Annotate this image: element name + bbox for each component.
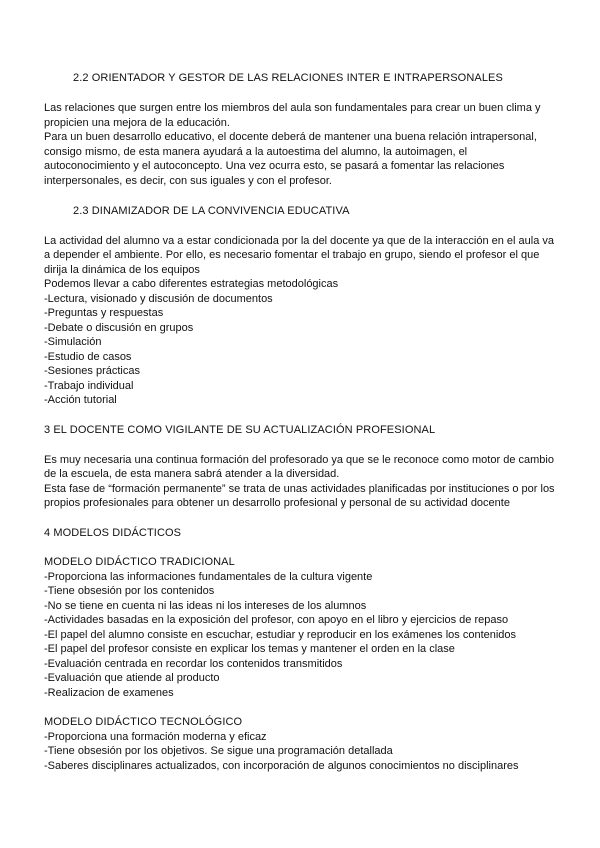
list-item: -Realizacion de examenes: [44, 687, 174, 699]
list-item: -El papel del profesor consiste en explicar los temas y mantener el orden en la clase: [44, 643, 455, 655]
section-3-line: de la escuela, de esta manera sabrá atender a la diversidad.: [44, 468, 340, 480]
section-3-line: propios profesionales para obtener un desarrollo profesional y personal de su actividad docente: [44, 497, 510, 509]
section-2-2-line: Las relaciones que surgen entre los miembros del aula son fundamentales para crear un buen clima y: [44, 102, 541, 114]
section-2-2-line: autoconocimiento y el autoconcepto. Una vez ocurra esto, se pasará a fomentar las relaciones: [44, 160, 505, 172]
list-item: -Preguntas y respuestas: [44, 307, 164, 319]
list-item: -Evaluación centrada en recordar los contenidos transmitidos: [44, 658, 343, 670]
list-item: -Tiene obsesión por los contenidos: [44, 585, 215, 597]
section-2-2-line: consigo mismo, de esta manera ayudará a la autoestima del alumno, la autoimagen, el: [44, 146, 468, 158]
list-item: -Proporciona una formación moderna y eficaz: [44, 731, 267, 743]
section-2-3-line: dirija la dinámica de los equipos: [44, 264, 200, 276]
model-technological-heading: MODELO DIDÁCTICO TECNOLÓGICO: [44, 716, 243, 728]
section-4-heading: 4 MODELOS DIDÁCTICOS: [44, 527, 182, 539]
section-2-2-line: propicien una mejora de la educación.: [44, 117, 230, 129]
section-3-line: Esta fase de “formación permanente” se trata de unas actividades planificadas por instituciones o por los: [44, 483, 555, 495]
section-2-2-heading: 2.2 ORIENTADOR Y GESTOR DE LAS RELACIONES INTER E INTRAPERSONALES: [73, 72, 503, 84]
list-item: -Sesiones prácticas: [44, 365, 140, 377]
list-item: -No se tiene en cuenta ni las ideas ni los intereses de los alumnos: [44, 600, 367, 612]
section-2-2-line: interpersonales, es decir, con sus iguales y con el profesor.: [44, 175, 332, 187]
list-item: -Acción tutorial: [44, 394, 117, 406]
section-2-2-line: Para un buen desarrollo educativo, el docente deberá de mantener una buena relación intrapersonal,: [44, 131, 537, 143]
list-item: -Evaluación que atiende al producto: [44, 672, 220, 684]
list-item: -Trabajo individual: [44, 380, 134, 392]
section-2-3-line: a depender el ambiente. Por ello, es necesario fomentar el trabajo en grupo, siendo el profesor el que: [44, 249, 540, 261]
list-item: -Debate o discusión en grupos: [44, 322, 194, 334]
section-2-3-heading: 2.3 DINAMIZADOR DE LA CONVIVENCIA EDUCATIVA: [73, 205, 350, 217]
list-item: -Lectura, visionado y discusión de documentos: [44, 293, 273, 305]
list-item: -Actividades basadas en la exposición del profesor, con apoyo en el libro y ejercicios de repaso: [44, 614, 509, 626]
list-item: -Tiene obsesión por los objetivos. Se sigue una programación detallada: [44, 745, 393, 757]
section-2-3-line: Podemos llevar a cabo diferentes estrategias metodológicas: [44, 278, 339, 290]
section-3-line: Es muy necesaria una continua formación del profesorado ya que se le reconoce como motor de cambio: [44, 454, 554, 466]
list-item: -Simulación: [44, 336, 102, 348]
section-3-heading: 3 EL DOCENTE COMO VIGILANTE DE SU ACTUALIZACIÓN PROFESIONAL: [44, 424, 436, 436]
model-traditional-heading: MODELO DIDÁCTICO TRADICIONAL: [44, 556, 235, 568]
section-2-3-line: La actividad del alumno va a estar condicionada por la del docente ya que de la interacción en el aula va: [44, 235, 555, 247]
list-item: -Proporciona las informaciones fundamentales de la cultura vigente: [44, 571, 373, 583]
list-item: -Estudio de casos: [44, 351, 132, 363]
list-item: -El papel del alumno consiste en escuchar, estudiar y reproducir en los exámenes los contenidos: [44, 629, 517, 641]
list-item: -Saberes disciplinares actualizados, con incorporación de algunos conocimientos no disciplinares: [44, 760, 519, 772]
